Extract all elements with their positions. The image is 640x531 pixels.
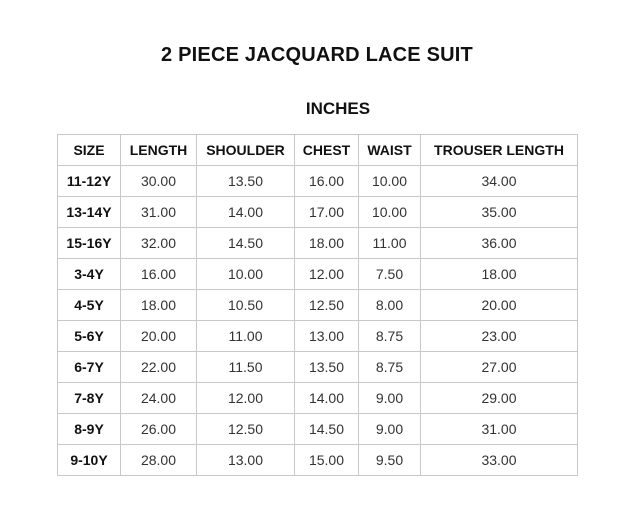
header-length: LENGTH — [121, 135, 197, 166]
size-cell: 4-5Y — [58, 290, 121, 321]
size-cell: 13-14Y — [58, 197, 121, 228]
shoulder-cell: 11.50 — [197, 352, 295, 383]
length-cell: 28.00 — [121, 445, 197, 476]
table-row — [58, 383, 578, 414]
size-cell: 15-16Y — [58, 228, 121, 259]
trouser-length-cell: 36.00 — [421, 228, 578, 259]
size-cell: 7-8Y — [58, 383, 121, 414]
chest-cell: 14.50 — [295, 414, 359, 445]
table-row — [58, 166, 578, 197]
chest-cell: 13.50 — [295, 352, 359, 383]
size-cell: 11-12Y — [58, 166, 121, 197]
table-row — [58, 414, 578, 445]
table-row — [58, 259, 578, 290]
size-cell: 5-6Y — [58, 321, 121, 352]
waist-cell: 8.00 — [359, 290, 421, 321]
trouser-length-cell: 31.00 — [421, 414, 578, 445]
shoulder-cell: 12.50 — [197, 414, 295, 445]
waist-cell: 7.50 — [359, 259, 421, 290]
trouser-length-cell: 33.00 — [421, 445, 578, 476]
shoulder-cell: 13.00 — [197, 445, 295, 476]
shoulder-cell: 14.00 — [197, 197, 295, 228]
size-cell: 8-9Y — [58, 414, 121, 445]
length-cell: 18.00 — [121, 290, 197, 321]
length-cell: 26.00 — [121, 414, 197, 445]
page-title: 2 PIECE JACQUARD LACE SUIT — [161, 44, 473, 66]
header-chest: CHEST — [295, 135, 359, 166]
waist-cell: 9.50 — [359, 445, 421, 476]
trouser-length-cell: 20.00 — [421, 290, 578, 321]
trouser-length-cell: 18.00 — [421, 259, 578, 290]
waist-cell: 8.75 — [359, 321, 421, 352]
waist-cell: 8.75 — [359, 352, 421, 383]
trouser-length-cell: 34.00 — [421, 166, 578, 197]
table-row — [58, 290, 578, 321]
header-shoulder: SHOULDER — [197, 135, 295, 166]
chest-cell: 13.00 — [295, 321, 359, 352]
trouser-length-cell: 35.00 — [421, 197, 578, 228]
shoulder-cell: 10.50 — [197, 290, 295, 321]
unit-label: INCHES — [305, 99, 371, 118]
length-cell: 20.00 — [121, 321, 197, 352]
length-cell: 31.00 — [121, 197, 197, 228]
shoulder-cell: 11.00 — [197, 321, 295, 352]
chest-cell: 16.00 — [295, 166, 359, 197]
chest-cell: 14.00 — [295, 383, 359, 414]
shoulder-cell: 14.50 — [197, 228, 295, 259]
header-waist: WAIST — [359, 135, 421, 166]
table-row — [58, 228, 578, 259]
waist-cell: 9.00 — [359, 383, 421, 414]
size-cell: 6-7Y — [58, 352, 121, 383]
size-cell: 3-4Y — [58, 259, 121, 290]
trouser-length-cell: 23.00 — [421, 321, 578, 352]
trouser-length-cell: 29.00 — [421, 383, 578, 414]
trouser-length-cell: 27.00 — [421, 352, 578, 383]
chest-cell: 17.00 — [295, 197, 359, 228]
table-row — [58, 321, 578, 352]
length-cell: 22.00 — [121, 352, 197, 383]
shoulder-cell: 12.00 — [197, 383, 295, 414]
waist-cell: 9.00 — [359, 414, 421, 445]
length-cell: 24.00 — [121, 383, 197, 414]
header-trouser-length: TROUSER LENGTH — [421, 135, 578, 166]
table-row — [58, 445, 578, 476]
waist-cell: 11.00 — [359, 228, 421, 259]
chest-cell: 18.00 — [295, 228, 359, 259]
table-row — [58, 197, 578, 228]
table-header-row — [58, 135, 578, 166]
chest-cell: 12.50 — [295, 290, 359, 321]
shoulder-cell: 13.50 — [197, 166, 295, 197]
waist-cell: 10.00 — [359, 166, 421, 197]
shoulder-cell: 10.00 — [197, 259, 295, 290]
size-chart-table — [57, 134, 578, 476]
chest-cell: 15.00 — [295, 445, 359, 476]
length-cell: 30.00 — [121, 166, 197, 197]
waist-cell: 10.00 — [359, 197, 421, 228]
table-row — [58, 352, 578, 383]
length-cell: 32.00 — [121, 228, 197, 259]
header-size: SIZE — [58, 135, 121, 166]
size-cell: 9-10Y — [58, 445, 121, 476]
length-cell: 16.00 — [121, 259, 197, 290]
chest-cell: 12.00 — [295, 259, 359, 290]
